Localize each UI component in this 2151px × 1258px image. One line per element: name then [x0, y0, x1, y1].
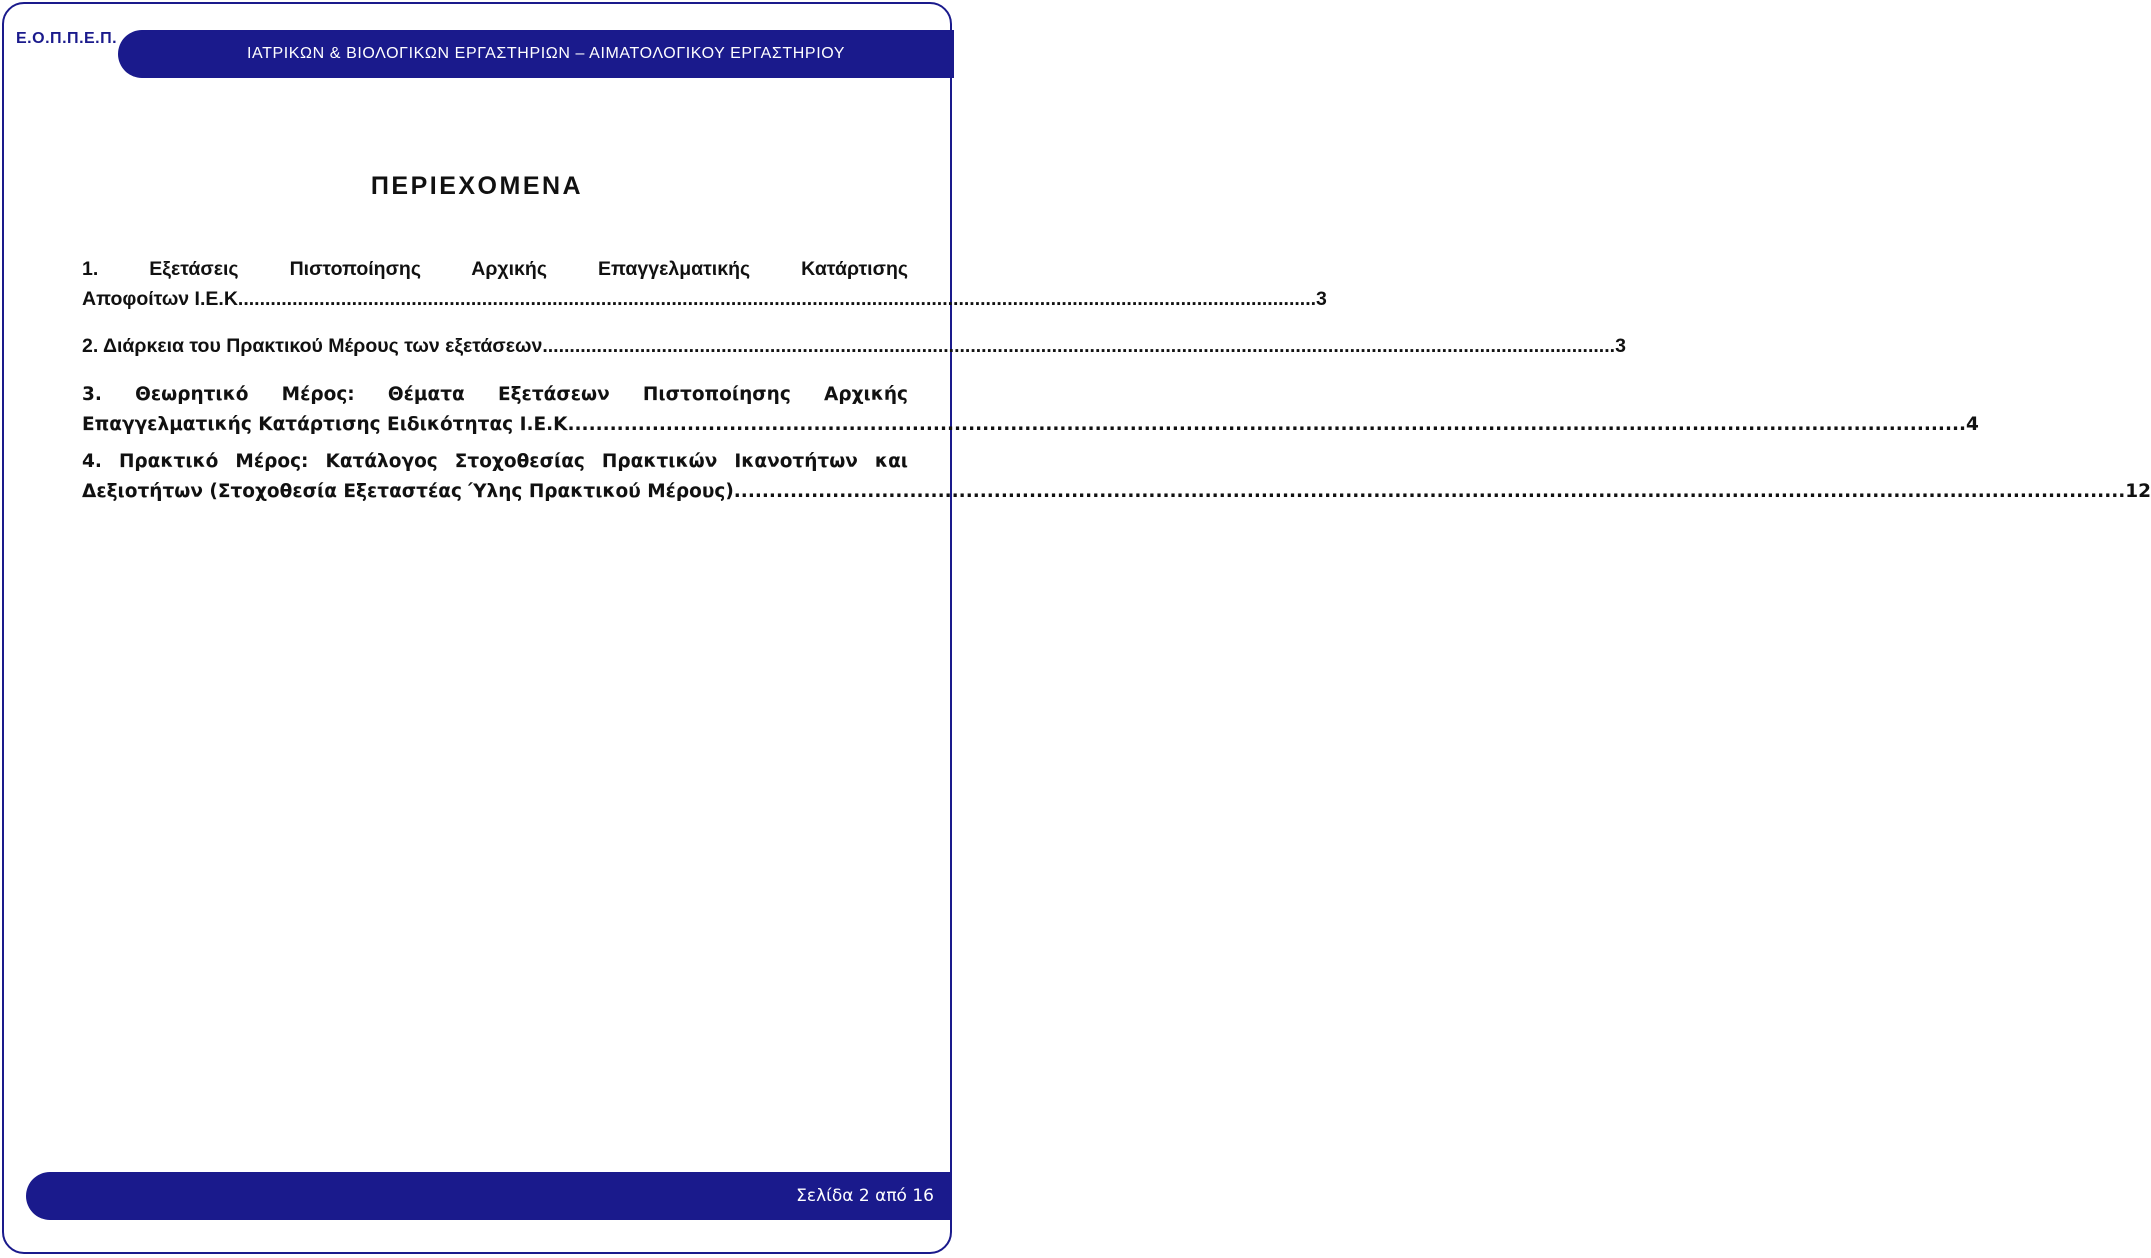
- toc-entry-2-line1: 2. Διάρκεια του Πρακτικού Μέρους των εξετάσεων: [82, 335, 543, 357]
- organization-name: Ε.Ο.Π.Π.Ε.Π.: [16, 30, 118, 47]
- toc-entry-4[interactable]: [82, 447, 2151, 507]
- toc-entry-3-line2: Επαγγελματικής Κατάρτισης Ειδικότητας Ι.Ε.Κ.: [82, 414, 575, 435]
- toc-entry-1-line2: Αποφοίτων Ι.Ε.Κ.: [82, 288, 244, 310]
- footer-banner: [26, 1172, 952, 1220]
- toc-entry-4-line1: 4. Πρακτικό Μέρος: Κατάλογος Στοχοθεσίας Πρακτικών Ικανοτήτων και: [82, 451, 908, 472]
- toc-entry-3-line1: 3. Θεωρητικό Μέρος: Θέματα Εξετάσεων Πιστοποίησης Αρχικής: [82, 384, 908, 405]
- page-number: Σελίδα 2 από 16: [796, 1186, 934, 1206]
- toc-entry-4-line2: Δεξιοτήτων (Στοχοθεσία Εξεταστέας Ύλης Πρακτικού Μέρους): [82, 481, 734, 502]
- toc-entry-1-line1: 1. Εξετάσεις Πιστοποίησης Αρχικής Επαγγελματικής Κατάρτισης: [82, 258, 908, 280]
- toc-title: ΠΕΡΙΕΧΟΜΕΝΑ: [370, 172, 584, 200]
- toc-entry-3-leader: ......................................................................................................................................................................................................: [574, 414, 1967, 435]
- toc-entry-1-page: 3: [1316, 288, 1327, 310]
- toc-entry-1[interactable]: [82, 254, 1327, 314]
- header-banner: [118, 30, 954, 78]
- toc-entry-2-page: 3: [1615, 335, 1626, 357]
- toc-entry-4-leader: ......................................................................................................................................................................................................: [733, 481, 2126, 502]
- toc-entry-3-page: 4: [1966, 414, 1979, 435]
- toc-entry-4-page: 12: [2125, 481, 2151, 502]
- header-banner-text: ΙΑΤΡΙΚΩΝ & ΒΙΟΛΟΓΙΚΩΝ ΕΡΓΑΣΤΗΡΙΩΝ – ΑΙΜΑΤΟΛΟΓΙΚΟΥ ΕΡΓΑΣΤΗΡΙΟΥ: [246, 45, 846, 62]
- toc-entry-2[interactable]: [82, 331, 1626, 361]
- toc-entry-3[interactable]: [82, 380, 1979, 440]
- toc-entry-1-leader: ......................................................................................................................................................................................................: [243, 288, 1317, 310]
- toc-entry-2-leader: ......................................................................................................................................................................................................: [542, 335, 1616, 357]
